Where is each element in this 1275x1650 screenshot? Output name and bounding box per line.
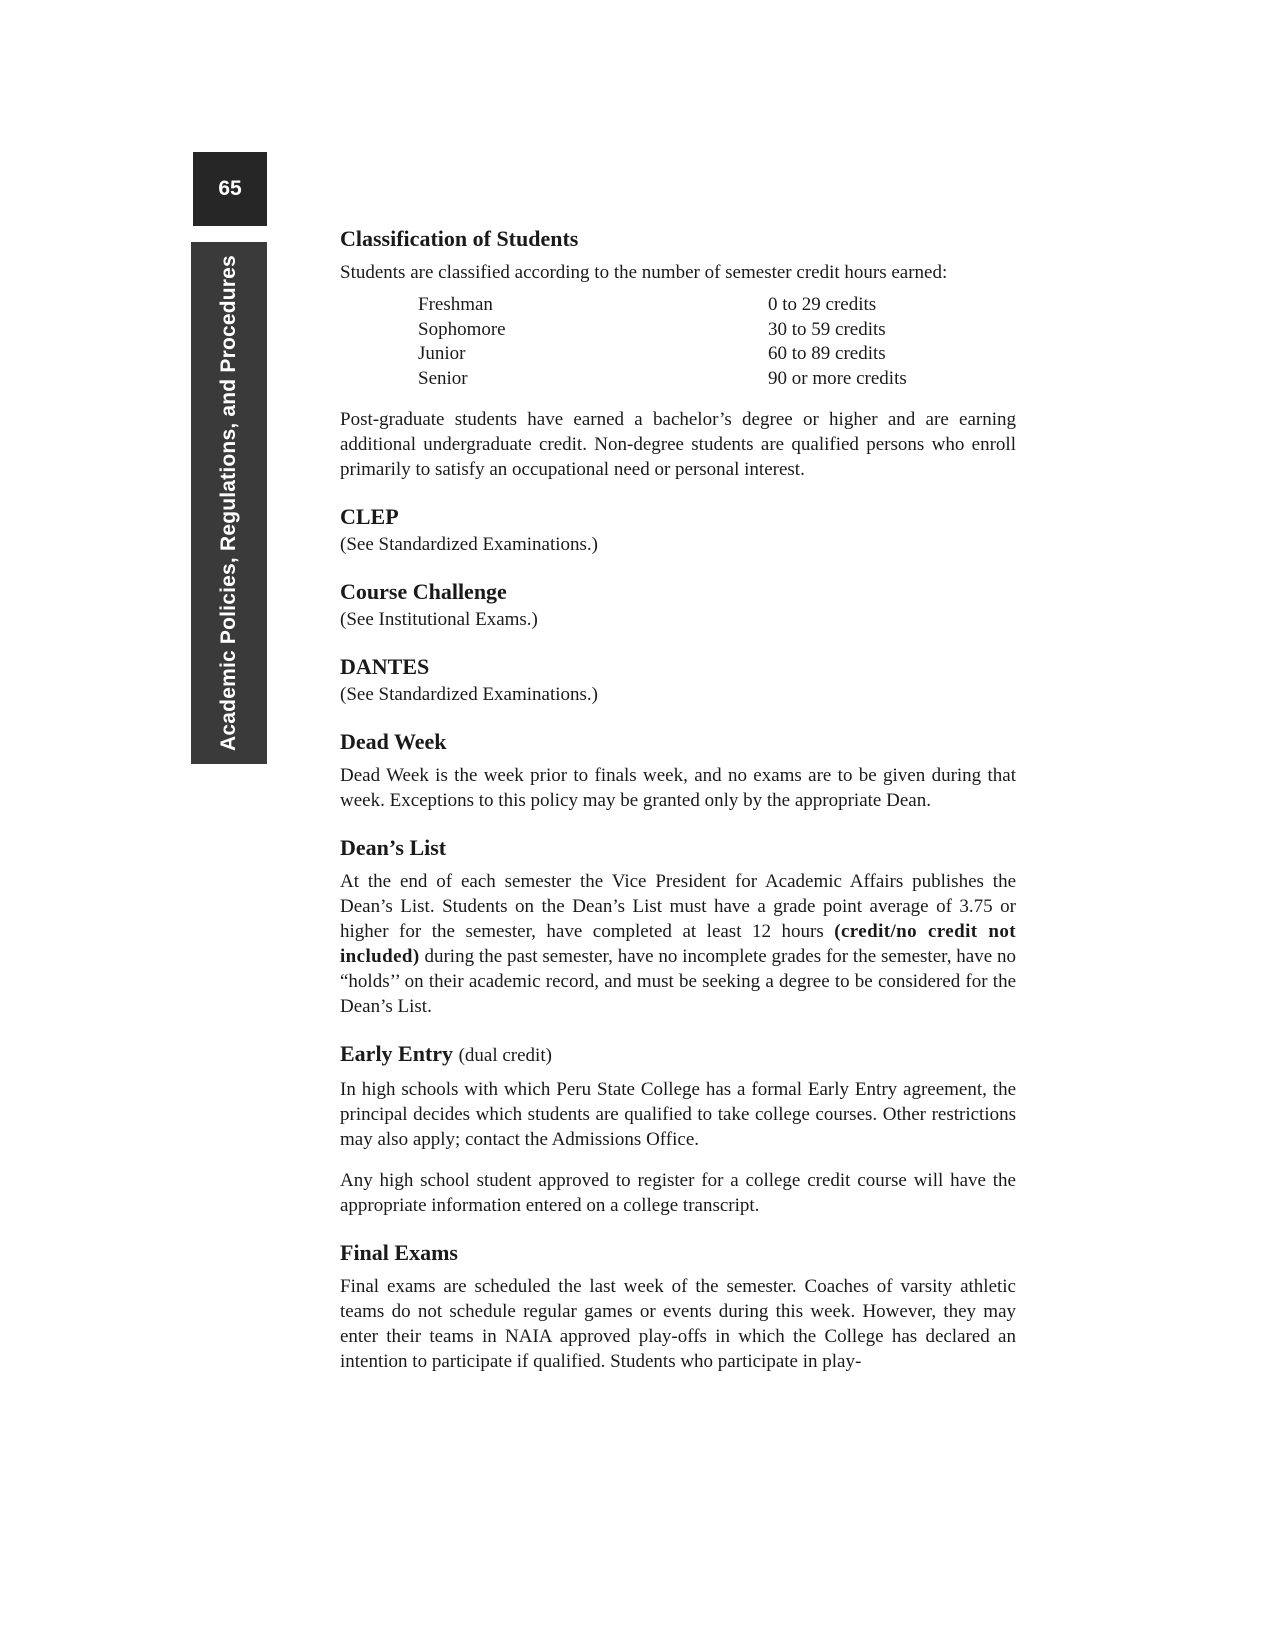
final-exams-text: Final exams are scheduled the last week of the semester. Coaches of varsity athletic teams do not schedule regular games or events during this week. However, they may enter their teams in NAIA approved play-offs in which the College has declared an intention to participate if qualified. Students who participate in play- xyxy=(340,1276,1016,1372)
deans-list-text xyxy=(340,869,1016,1019)
deans-list-text-after: during the past semester, have no incomplete grades for the semester, have no “holds’’ on their academic record, and must be seeking a degree to be considered for the Dean’s List. xyxy=(340,946,1016,1017)
clep-section xyxy=(340,502,1016,557)
dead-week-section xyxy=(340,727,1016,813)
table-row xyxy=(418,367,918,392)
early-entry-para-2: Any high school student approved to register for a college credit course will have the appropriate information entered on a college transcript. xyxy=(340,1170,1016,1216)
dantes-section xyxy=(340,652,1016,707)
deans-list-text-bold: (credit/no credit not included) xyxy=(340,921,1016,967)
section-title: Academic Policies, Regulations, and Procedures xyxy=(217,255,240,751)
page-number: 65 xyxy=(218,177,242,200)
deans-list-heading: Dean’s List xyxy=(340,835,447,860)
table-row xyxy=(418,318,918,343)
credit-range: 90 or more credits xyxy=(768,367,907,389)
clep-text: (See Standardized Examinations.) xyxy=(340,534,599,555)
dead-week-heading: Dead Week xyxy=(340,729,447,754)
course-challenge-heading: Course Challenge xyxy=(340,579,507,604)
dead-week-text: Dead Week is the week prior to finals week, and no exams are to be given during that week. Exceptions to this policy may be granted only by the appropriate Dean. xyxy=(340,765,1016,811)
table-row xyxy=(418,342,918,367)
clep-heading: CLEP xyxy=(340,504,399,529)
page-number-tab xyxy=(193,152,267,226)
early-entry-section xyxy=(340,1039,1016,1218)
class-name: Junior xyxy=(418,343,466,364)
early-entry-heading xyxy=(340,1039,1016,1071)
credit-range: 30 to 59 credits xyxy=(768,318,886,340)
dantes-heading: DANTES xyxy=(340,654,430,679)
dantes-text: (See Standardized Examinations.) xyxy=(340,684,599,705)
classification-section xyxy=(340,224,1016,482)
early-entry-subtitle: (dual credit) xyxy=(458,1045,552,1066)
class-name: Senior xyxy=(418,367,468,389)
course-challenge-section xyxy=(340,577,1016,632)
section-tab xyxy=(191,242,267,764)
class-name: Sophomore xyxy=(418,318,506,340)
page-content xyxy=(340,224,1016,1374)
credit-range: 0 to 29 credits xyxy=(768,294,877,315)
early-entry-title: Early Entry xyxy=(340,1041,454,1066)
final-exams-heading: Final Exams xyxy=(340,1240,458,1265)
course-challenge-text: (See Institutional Exams.) xyxy=(340,609,538,630)
credit-range: 60 to 89 credits xyxy=(768,343,886,364)
deans-list-text-before: At the end of each semester the Vice President for Academic Affairs publishes the Dean’s List. Students on the Dean’s List must have a grade point average of 3.75 or higher for the semester, have completed at least 12 hours xyxy=(340,871,1016,942)
classification-note: Post-graduate students have earned a bachelor’s degree or higher and are earning additional undergraduate credit. Non-degree students are qualified persons who enroll primarily to satisfy an occupational need or personal interest. xyxy=(340,409,1016,480)
early-entry-para-1: In high schools with which Peru State College has a formal Early Entry agreement, the principal decides which students are qualified to take college courses. Other restrictions may also apply; contact the Admissions Office. xyxy=(340,1079,1016,1150)
classification-table xyxy=(418,293,918,391)
classification-heading: Classification of Students xyxy=(340,226,579,251)
deans-list-section xyxy=(340,833,1016,1019)
final-exams-section xyxy=(340,1238,1016,1374)
table-row xyxy=(418,293,918,318)
classification-intro: Students are classified according to the number of semester credit hours earned: xyxy=(340,262,948,283)
class-name: Freshman xyxy=(418,294,493,315)
